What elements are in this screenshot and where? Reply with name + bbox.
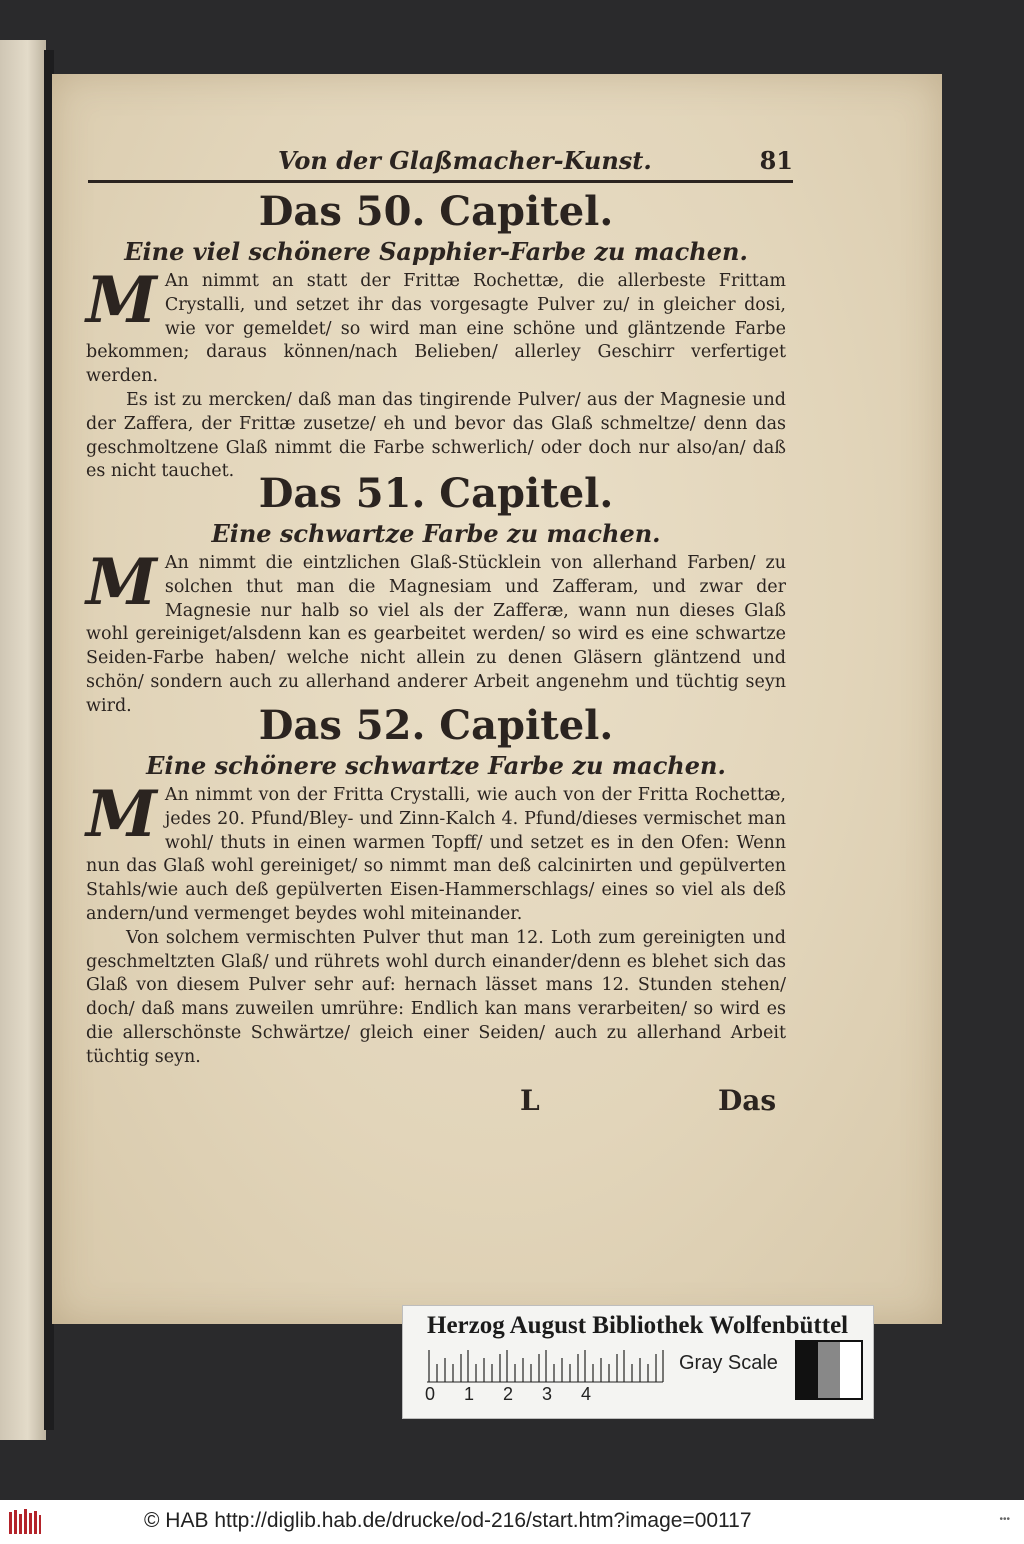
library-name: Herzog August Bibliothek Wolfenbüttel	[427, 1312, 849, 1339]
running-head	[88, 146, 793, 175]
edge-fragments	[2, 340, 4, 392]
paragraph	[86, 263, 786, 389]
gray-swatch	[795, 1340, 863, 1400]
paragraph-text: An nimmt an statt der Frittæ Rochettæ, die allerbeste Frittam Crystalli, und setzet ihr das vorgesagte Pulver zu/ in gleicher dosi, wie vor gemeldet/ so wird man eine schöne und gläntzende Farbe bekommen; daraus können/nach Belieben/ allerley Geschirr verfertiget werden.	[86, 271, 786, 387]
ruler-scale	[427, 1350, 667, 1384]
chapter-subheading: Eine viel schönere Sapphier-Farbe zu machen.	[124, 237, 748, 266]
drop-initial: M	[86, 263, 157, 338]
swatch-black	[797, 1342, 818, 1398]
scale-target-label	[402, 1305, 874, 1419]
source-credit: © HAB http://diglib.hab.de/drucke/od-216/start.htm?image=00117	[144, 1509, 752, 1532]
head-rule	[88, 180, 793, 183]
tick-label: 1	[464, 1384, 475, 1404]
previous-page-edge	[0, 40, 46, 1440]
paragraph	[86, 927, 786, 1070]
drop-initial: M	[86, 777, 157, 852]
ruler-numbers	[425, 1384, 620, 1405]
tick-label: 4	[581, 1384, 592, 1404]
paragraph-text: An nimmt die eintzlichen Glaß-Stücklein von allerhand Farben/ zu solchen thut man die Magnesiam und Zafferam, und zwar der Magnesie nur halb so viel als der Zafferæ, wann nun dieses Glaß wohl gereiniget/alsdenn kan es gearbeitet werden/ so wird es eine schwartze Seiden-Farbe haben/ welche nicht allein zu denen Gläsern gläntzend und schön/ sondern auch zu allerhand anderer Arbeit angenehm und tüchtig seyn wird.	[86, 553, 786, 716]
chapter-52	[86, 702, 786, 1070]
gray-scale-label: Gray Scale	[679, 1352, 778, 1374]
tick-label: 0	[425, 1384, 436, 1404]
page-number: 81	[759, 146, 793, 175]
tick-label: 3	[542, 1384, 553, 1404]
hab-logo-icon	[8, 1508, 42, 1536]
swatch-gray	[818, 1342, 839, 1398]
catchword: Das	[718, 1084, 777, 1117]
signature-mark: L	[520, 1084, 540, 1117]
chapter-subheading: Eine schwartze Farbe zu machen.	[211, 519, 661, 548]
running-title: Von der Glaßmacher-Kunst.	[278, 146, 652, 175]
swatch-white	[840, 1342, 861, 1398]
tick-label: 2	[503, 1384, 514, 1404]
chapter-subheading: Eine schönere schwartze Farbe zu machen.	[146, 751, 726, 780]
drop-initial: M	[86, 545, 157, 620]
paragraph	[86, 545, 786, 719]
footer-bar	[0, 1500, 1024, 1544]
chapter-51	[86, 470, 786, 719]
chapter-heading: Das 52. Capitel.	[258, 702, 614, 749]
paragraph-text: An nimmt von der Fritta Crystalli, wie auch von der Fritta Rochettæ, jedes 20. Pfund/Bley- und Zinn-Kalch 4. Pfund/dieses vermischet man wohl/ thuts in einen warmen Topff/ und setzet es in den Ofen: Wenn nun das Glaß wohl gereiniget/ so nimmt man deß calcinirten und gepülverten Stahls/wie auch deß gepülverten Eisen-Hammerschlags/ eines so viel als deß andern/und vermenget beydes wohl miteinander.	[86, 785, 786, 924]
chapter-heading: Das 51. Capitel.	[258, 470, 614, 517]
paragraph-text: Von solchem vermischten Pulver thut man 12. Loth zum gereinigten und geschmeltzten Glaß/ und rührets wohl durch einander/denn es blehet sich das Glaß von diesem Pulver sehr auf: hernach lässet mans 12. Stunden stehen/ doch/ daß mans zuweilen umrühre: Endlich kan mans verarbeiten/ so wird es die allerschönste Schwärtze/ gleich einer Seiden/ auch zu allerhand Arbeit tüchtig seyn.	[86, 927, 786, 1067]
chapter-50	[86, 188, 786, 484]
corner-dots: •••	[999, 1514, 1010, 1525]
paragraph-text: Es ist zu mercken/ daß man das tingirende Pulver/ aus der Magnesie und der Zaffera, der Frittæ zusetze/ eh und bevor das Glaß schmeltze/ denn das geschmoltzene Glaß nimmt die Farbe schwerlich/ oder doch nur also/an/ daß es nicht tauchet.	[86, 389, 786, 482]
chapter-heading: Das 50. Capitel.	[258, 188, 614, 235]
paragraph	[86, 777, 786, 927]
